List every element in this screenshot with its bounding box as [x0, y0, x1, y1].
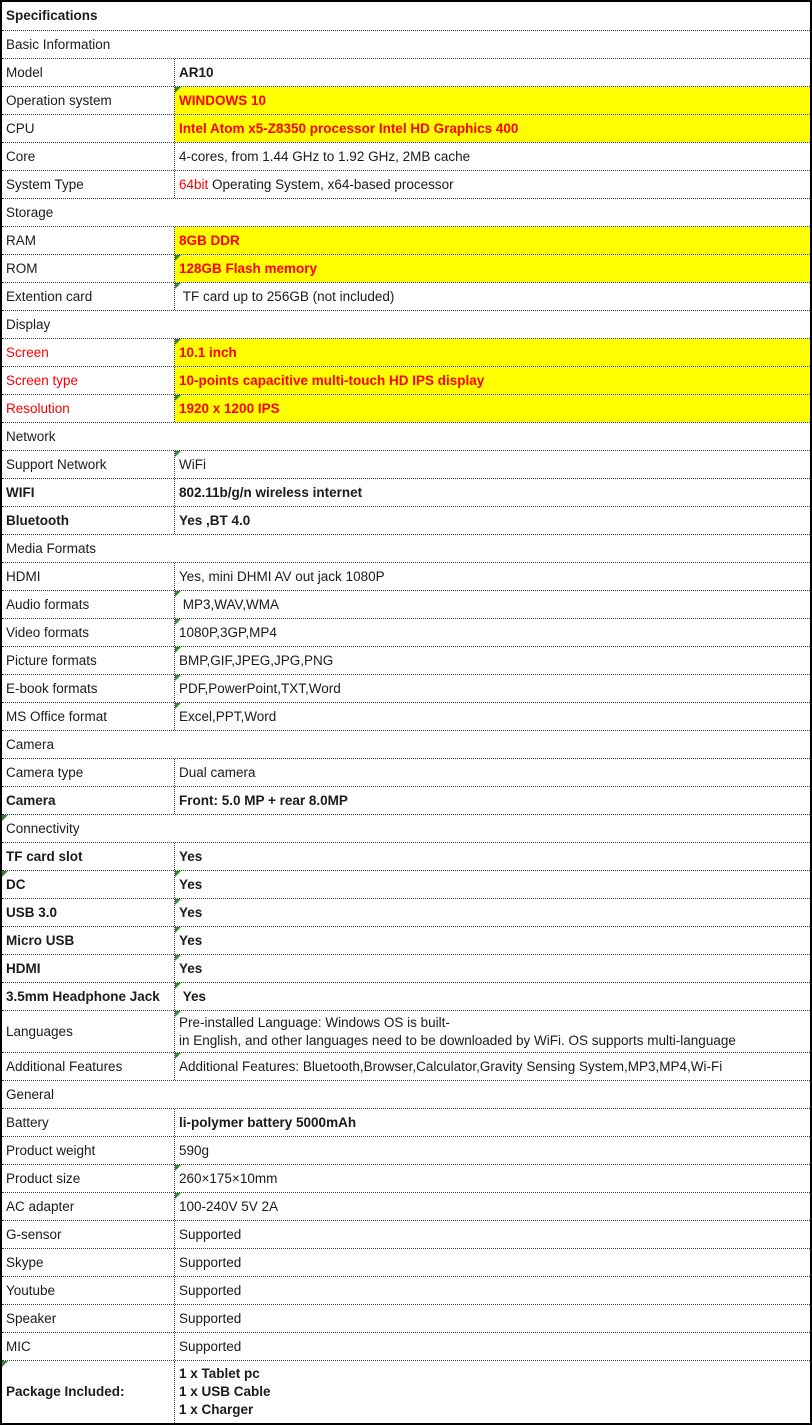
section-network — [2, 423, 810, 451]
section-label-connectivity: Connectivity — [2, 815, 810, 842]
spec-label-operation-system: Operation system — [6, 92, 112, 108]
spec-value-mic: Supported — [174, 1333, 810, 1360]
spec-value-product-weight: 590g — [174, 1137, 810, 1164]
row-rom — [2, 255, 810, 283]
spec-value-extention-card: TF card up to 256GB (not included) — [174, 283, 810, 310]
spec-value-bluetooth: Yes ,BT 4.0 — [174, 507, 810, 534]
spec-label-product-size: Product size — [6, 1170, 81, 1186]
spec-label-mic: MIC — [6, 1338, 31, 1354]
spec-label-support-network: Support Network — [6, 456, 107, 472]
section-media-formats — [2, 535, 810, 563]
section-connectivity — [2, 815, 810, 843]
spec-value-battery: li-polymer battery 5000mAh — [174, 1109, 810, 1136]
row-extention-card — [2, 283, 810, 311]
row-additional-features — [2, 1053, 810, 1081]
spec-label-model: Model — [6, 64, 43, 80]
row-audio-formats — [2, 591, 810, 619]
row-languages — [2, 1011, 810, 1053]
row-skype — [2, 1249, 810, 1277]
row-ram — [2, 227, 810, 255]
spec-value-speaker: Supported — [174, 1305, 810, 1332]
row-ac-adapter — [2, 1193, 810, 1221]
spec-value-micro-usb: Yes — [174, 927, 810, 954]
row-hdmi — [2, 955, 810, 983]
spec-value-e-book-formats: PDF,PowerPoint,TXT,Word — [174, 675, 810, 702]
spec-label-micro-usb: Micro USB — [6, 932, 75, 948]
spec-label-system-type: System Type — [6, 176, 84, 192]
section-label-general: General — [6, 1086, 55, 1102]
row-product-weight — [2, 1137, 810, 1165]
section-label-storage: Storage — [6, 204, 54, 220]
spec-label-screen: Screen — [6, 344, 49, 360]
spec-label-core: Core — [6, 148, 36, 164]
section-label-network: Network — [6, 428, 56, 444]
spec-label-ms-office-format: MS Office format — [6, 708, 108, 724]
row-e-book-formats — [2, 675, 810, 703]
spec-label-hdmi: HDMI — [6, 568, 41, 584]
section-storage — [2, 199, 810, 227]
spec-value-skype: Supported — [174, 1249, 810, 1276]
row-package-included — [2, 1361, 810, 1423]
row-product-size — [2, 1165, 810, 1193]
title-label-specifications: Specifications — [6, 8, 98, 24]
spec-label-additional-features: Additional Features — [6, 1058, 123, 1074]
spec-label-wifi: WIFI — [6, 484, 35, 500]
row-resolution — [2, 395, 810, 423]
spec-label-battery: Battery — [6, 1114, 49, 1130]
spec-value-tf-card-slot: Yes — [174, 843, 810, 870]
spec-value-package-included: 1 x Tablet pc 1 x USB Cable 1 x Charger — [174, 1361, 810, 1423]
spec-value-hdmi: Yes — [174, 955, 810, 982]
row-micro-usb — [2, 927, 810, 955]
spec-label-usb-3-0: USB 3.0 — [6, 904, 58, 920]
section-camera — [2, 731, 810, 759]
spec-label-g-sensor: G-sensor — [6, 1226, 62, 1242]
row-wifi — [2, 479, 810, 507]
spec-value-screen: 10.1 inch — [174, 339, 810, 366]
spec-value-ms-office-format: Excel,PPT,Word — [174, 703, 810, 730]
spec-label-cpu: CPU — [6, 120, 35, 136]
row-bluetooth — [2, 507, 810, 535]
section-label-media-formats: Media Formats — [6, 540, 97, 556]
row-camera — [2, 787, 810, 815]
row-screen — [2, 339, 810, 367]
spec-value-hdmi: Yes, mini DHMI AV out jack 1080P — [174, 563, 810, 590]
spec-value-product-size: 260×175×10mm — [174, 1165, 810, 1192]
spec-value-support-network: WiFi — [174, 451, 810, 478]
spec-label-camera: Camera — [6, 792, 56, 808]
spec-label-rom: ROM — [6, 260, 38, 276]
row-screen-type — [2, 367, 810, 395]
row-system-type — [2, 171, 810, 199]
row-hdmi — [2, 563, 810, 591]
spec-label-video-formats: Video formats — [6, 624, 90, 640]
spec-label-camera-type: Camera type — [6, 764, 84, 780]
spec-label-screen-type: Screen type — [6, 372, 79, 388]
spec-value-ram: 8GB DDR — [174, 227, 810, 254]
spec-label-dc: DC — [2, 871, 174, 898]
row-dc — [2, 871, 810, 899]
row-speaker — [2, 1305, 810, 1333]
spec-value-camera: Front: 5.0 MP + rear 8.0MP — [174, 787, 810, 814]
row-mic — [2, 1333, 810, 1361]
spec-label-package-included: Package Included: — [2, 1361, 174, 1423]
spec-value-resolution: 1920 x 1200 IPS — [174, 395, 810, 422]
row-3-5mm-headphone-jack — [2, 983, 810, 1011]
spec-label-hdmi: HDMI — [6, 960, 41, 976]
spec-label-ac-adapter: AC adapter — [6, 1198, 75, 1214]
value-fragment-red: 64bit — [179, 176, 209, 192]
section-label-display: Display — [6, 316, 51, 332]
spec-value-system-type — [174, 171, 810, 198]
spec-label-ram: RAM — [6, 232, 36, 248]
section-general — [2, 1081, 810, 1109]
spec-value-core: 4-cores, from 1.44 GHz to 1.92 GHz, 2MB cache — [174, 143, 810, 170]
row-picture-formats — [2, 647, 810, 675]
row-usb-3-0 — [2, 899, 810, 927]
spec-value-dc: Yes — [174, 871, 810, 898]
value-fragment: Operating System, x64-based processor — [208, 176, 454, 192]
section-label-basic-information: Basic Information — [6, 36, 111, 52]
section-display — [2, 311, 810, 339]
spec-value-wifi: 802.11b/g/n wireless internet — [174, 479, 810, 506]
row-youtube — [2, 1277, 810, 1305]
row-support-network — [2, 451, 810, 479]
spec-value-camera-type: Dual camera — [174, 759, 810, 786]
spec-label-skype: Skype — [6, 1254, 44, 1270]
row-ms-office-format — [2, 703, 810, 731]
row-operation-system — [2, 87, 810, 115]
row-core — [2, 143, 810, 171]
spec-label-audio-formats: Audio formats — [6, 596, 90, 612]
spec-label-resolution: Resolution — [6, 400, 70, 416]
spec-label-youtube: Youtube — [6, 1282, 56, 1298]
spec-value-rom: 128GB Flash memory — [174, 255, 810, 282]
row-cpu — [2, 115, 810, 143]
spec-label-3-5mm-headphone-jack: 3.5mm Headphone Jack — [6, 988, 160, 1004]
title-specifications — [2, 2, 810, 31]
spec-value-audio-formats: MP3,WAV,WMA — [174, 591, 810, 618]
spec-value-languages: Pre-installed Language: Windows OS is built- in English, and other languages need to be downloaded by WiFi. OS supports multi-language — [174, 1011, 810, 1052]
row-model — [2, 59, 810, 87]
section-label-camera: Camera — [6, 736, 55, 752]
spec-value-ac-adapter: 100-240V 5V 2A — [174, 1193, 810, 1220]
row-tf-card-slot — [2, 843, 810, 871]
spec-label-picture-formats: Picture formats — [6, 652, 97, 668]
row-camera-type — [2, 759, 810, 787]
spec-label-speaker: Speaker — [6, 1310, 57, 1326]
spec-value-youtube: Supported — [174, 1277, 810, 1304]
section-basic-information — [2, 31, 810, 59]
spec-value-usb-3-0: Yes — [174, 899, 810, 926]
spec-value-picture-formats: BMP,GIF,JPEG,JPG,PNG — [174, 647, 810, 674]
spec-label-extention-card: Extention card — [6, 288, 93, 304]
spec-value-video-formats: 1080P,3GP,MP4 — [174, 619, 810, 646]
spec-value-additional-features: Additional Features: Bluetooth,Browser,Calculator,Gravity Sensing System,MP3,MP4,Wi-Fi — [174, 1053, 810, 1080]
spec-value-operation-system: WINDOWS 10 — [174, 87, 810, 114]
spec-label-e-book-formats: E-book formats — [6, 680, 98, 696]
spec-label-bluetooth: Bluetooth — [6, 512, 69, 528]
row-video-formats — [2, 619, 810, 647]
spec-value-g-sensor: Supported — [174, 1221, 810, 1248]
spec-label-languages: Languages — [6, 1023, 73, 1039]
spec-value-3-5mm-headphone-jack: Yes — [174, 983, 810, 1010]
row-battery — [2, 1109, 810, 1137]
row-g-sensor — [2, 1221, 810, 1249]
spec-value-cpu: Intel Atom x5-Z8350 processor Intel HD Graphics 400 — [174, 115, 810, 142]
spec-label-product-weight: Product weight — [6, 1142, 96, 1158]
spec-value-screen-type: 10-points capacitive multi-touch HD IPS display — [174, 367, 810, 394]
spec-value-model: AR10 — [174, 59, 810, 86]
spec-label-tf-card-slot: TF card slot — [6, 848, 83, 864]
